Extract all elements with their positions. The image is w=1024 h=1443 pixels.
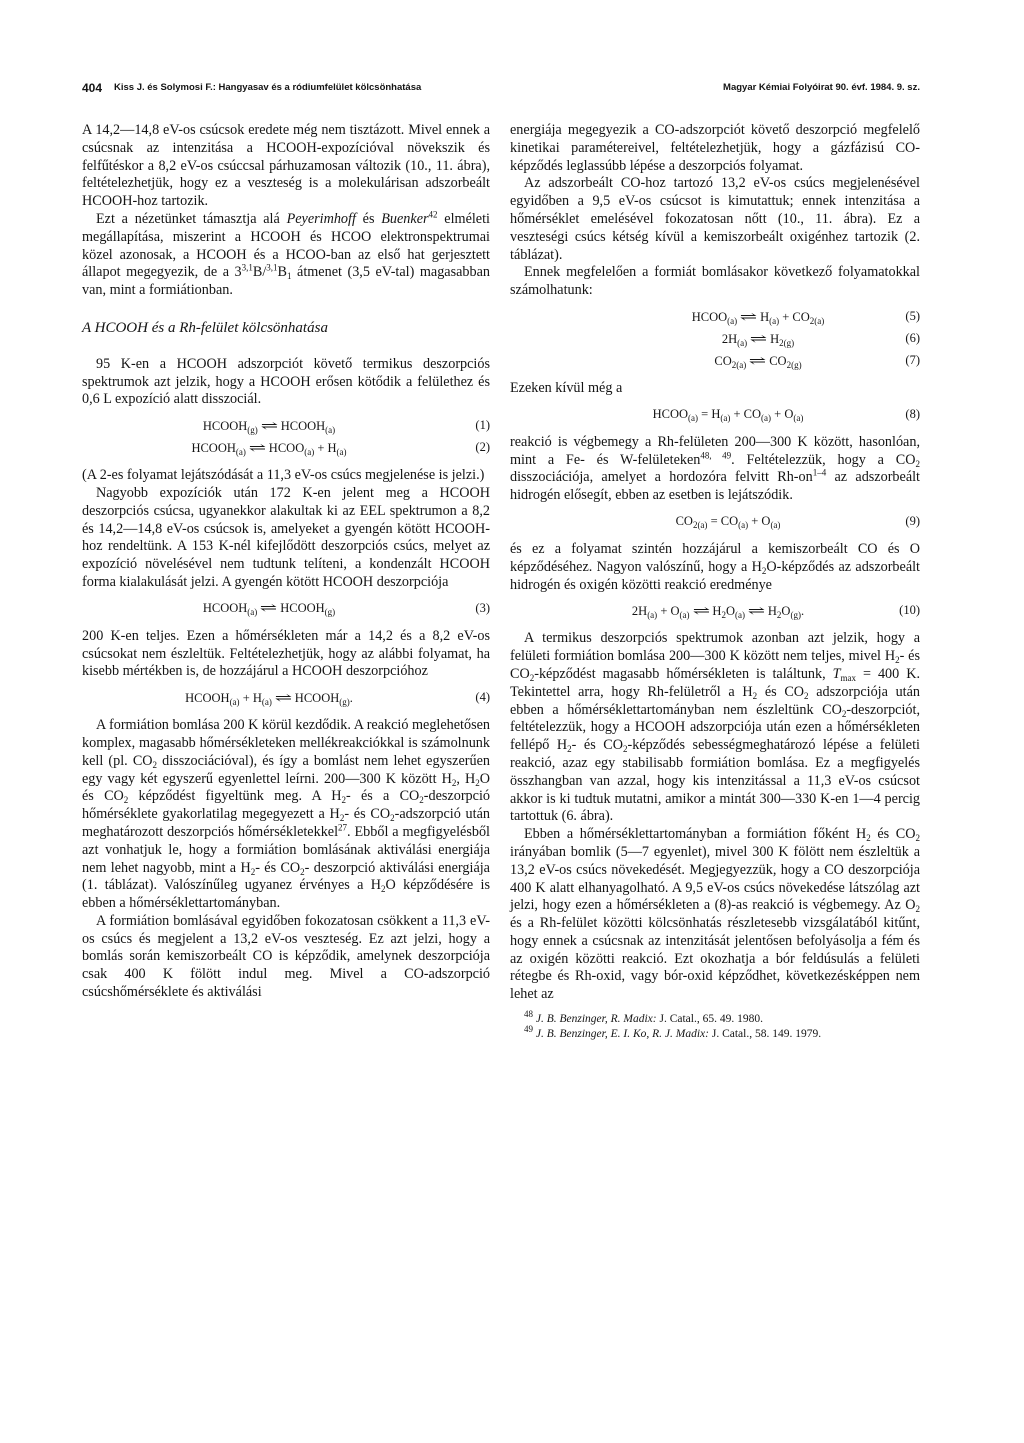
footnote-authors: J. B. Benzinger, E. I. Ko, R. J. Madix: <box>535 1028 709 1041</box>
equation: $HCOOH_{(a)} + H_{(a)}$ ⇌ $HCOOH_{(g)}$. (4) <box>185 689 490 707</box>
equation-number: (7) <box>905 353 920 368</box>
left-column <box>82 122 490 1002</box>
equation: $HCOO_{(a)}$ ⇌ $H_{(a)} + CO_{2(a)}$ (5) <box>691 308 920 326</box>
equation-number: (3) <box>475 600 490 615</box>
paragraph: A 14,2—14,8 eV-os csúcsok eredete még nem tisztázott. Mivel ennek a csúcsnak az intenzitása a HCOOH-expozícióval növekszik és felfűtéskor a 8,2 eV-os csúccsal párhuzamosan változik (10., 11. ábra), feltételezhetjük, hogy ez a veszteség is a molekulárisan adszorbeált HCOOH-hoz tartozik. <box>82 122 490 210</box>
equation: $CO_{2(a)} = CO_{(a)} + O_{(a)}$ (9) <box>675 514 920 531</box>
running-header <box>82 78 920 98</box>
header-journal: Magyar Kémiai Folyóirat 90. évf. 1984. 9. sz. <box>723 82 920 93</box>
footnote-authors: J. B. Benzinger, R. Madix: <box>535 1013 657 1026</box>
footnote: $^{49}$ J. B. Benzinger, E. I. Ko, R. J. Madix: J. Catal., 58. 149. 1979. <box>524 1024 822 1041</box>
right-column <box>510 122 920 1042</box>
paragraph: Ezeken kívül még a <box>510 379 623 396</box>
paragraph: A termikus deszorpciós spektrumok azonban azt jelzik, hogy a felületi formiátion bomlása 200—300 K között nem teljes, mivel $H_2-$ és $CO_2$-képződést magasabb hőmérsékleten is találtunk, $T_{max} = 400$ K. Tekintettel arra, hogy Rh-felületről a $H_2$ és $CO_2$ adszorpciója után ebben a hőmérséklettartományban nem észleltünk $CO_2$-deszorpciót, feltételezzük, hogy a HCOOH adszorpciója után ezen a hőmérsékleten fellépő $H_2-$ és $CO_2$-képződés sebességmeghatározó lépése a felületi reakció, azaz egy stabilisabb formiátion bomlása. Ez a megfigyelés összhangban van azzal, hogy kis intenzitással a 11,3 eV-os csúcsot akkor is ki tudtuk mutatni, amikor a mintát 300—330 K-en 1—4 percig tartottuk (6. ábra). <box>510 630 921 825</box>
paragraph: Ennek megfelelően a formiát bomlásakor következő folyamatokkal számolhatunk: <box>510 264 920 299</box>
equation-group <box>510 404 920 426</box>
equation-number: (1) <box>475 418 490 433</box>
paragraph: 95 K-en a HCOOH adszorpciót követő termikus deszorpciós spektrumok azt jelzik, hogy a HCOOH erősen kötődik a felülethez és 0,6 L expozíció alatt disszociál. <box>82 355 490 408</box>
paragraph: Az adszorbeált CO-hoz tartozó 13,2 eV-os csúcs megjelenésével egyidőben a 9,5 eV-os csúcsot is kimutattuk; ennek intenzitása a hőmérséklet emelésével fokozatosan nőtt (10., 11. ábra). Ez a veszteségi csúcs kétség kívül a kemiszorbeált oxigénhez tartozik (2. táblázat). <box>510 175 920 263</box>
section-title: A HCOOH és a Rh-felület kölcsönhatása <box>82 319 328 336</box>
equation: $HCOOH_{(a)}$ ⇌ $HCOOH_{(g)}$ (3) <box>202 600 490 618</box>
equation-number: (4) <box>475 690 490 705</box>
equation-group <box>82 598 490 620</box>
equation: $2H_{(a)} + O_{(a)}$ ⇌ $H_2O_{(a)}$ ⇌ $H_2O_{(g)}$. (10) <box>631 602 920 620</box>
equation-number: (8) <box>905 406 920 421</box>
paragraph: energiája megegyezik a CO-adszorpciót követő deszorpció megfelelő kinetikai paramétereivel, feltételezhetjük, hogy a gázfázisú CO-képződés leglassúbb lépése a deszorpciós folyamat. <box>510 122 920 174</box>
paragraph: 200 K-en teljes. Ezen a hőmérsékleten már a 14,2 és a 8,2 eV-os csúcsokat nem észleltük. Feltételezhetjük, hogy az alábbi folyamat, ha kisebb mértékben is, de hozzájárul a HCOOH deszorpcióhoz <box>82 627 490 680</box>
paragraph: Ebben a hőmérséklettartományban a formiátion főként $H_2$ és $CO_2$ irányában bomlik (5—7 egyenlet), mivel 300 K fölött nem észleltük a 13,2 eV-os csúcs növekedését. Megjegyezzük, hogy a CO deszorpciója 400 K alatt elhanyagolható. A 9,5 eV-os csúcs növekedése látszólag azt jelzi, hogy ezen a hőmérsékleten a (8)-as reakció is végbemegy. Az $O_2$ és a Rh-felület közötti kölcsönhatás részletesebb vizsgálatából kitűnt, hogy ennek a csúcsnak az intenzitását jelentősen befolyásolja a fém és az oxigén közötti reakció. Ezt okozhatja a bór feldúsulás a felületi rétegbe és Rh-oxid, vagy bór-oxid képződhet, következésképpen nem lehet az <box>510 826 921 1003</box>
paragraph: Ezt a nézetünket támasztja alá Peyerimhoff és Buenker$^{42}$ elméleti megállapítása, miszerint a HCOOH és HCOO elektronspektrumai közel azonosak, a HCOOH és a HCOO-ban az első hat gerjesztett állapot megegyezik, de a $3^{3,1}B/^{3,1}B_1$ átmenet (3,5 eV-tal) magasabban van, mint a formiátionban. <box>82 209 490 299</box>
equation: $CO_{2(a)}$ ⇌ $CO_{2(g)}$ (7) <box>714 352 920 370</box>
equation: $HCOO_{(a)} = H_{(a)} + CO_{(a)} + O_{(a)}$ (8) <box>652 406 920 423</box>
footnote-reference: J. Catal., 58. 149. 1979. <box>711 1028 822 1041</box>
equation-group <box>82 415 490 459</box>
equation-number: (6) <box>905 331 920 346</box>
paragraph: és ez a folyamat szintén hozzájárul a kemiszorbeált CO és O képződéséhez. Nagyon valószínű, hogy a $H_2O$-képződés az adszorbeált hidrogén és oxigén közötti reakció eredménye <box>510 540 920 593</box>
header-authors-title: Kiss J. és Solymosi F.: Hangyasav és a ródiumfelület kölcsönhatása <box>114 82 422 93</box>
equation-group <box>510 511 920 533</box>
equation: $HCOOH_{(g)}$ ⇌ $HCOOH_{(a)}$ (1) <box>202 417 490 435</box>
equation-number: (9) <box>905 514 920 529</box>
page-number: 404 <box>82 81 103 95</box>
equation-group <box>510 306 920 372</box>
paragraph: (A 2-es folyamat lejátszódását a 11,3 eV-os csúcs megjelenése is jelzi.) <box>82 467 485 484</box>
paragraph: A formiátion bomlása 200 K körül kezdődik. A reakció meglehetősen komplex, magasabb hőmérsékleteken mellékreakciókkal is számolnunk kell (pl. $CO_2$ disszociációval), és így a bomlást nem lehet egyszerűen egy vagy két egyszerű egyenlettel leírni. 200—300 K között $H_2$, $H_2O$ és $CO_2$ képződést figyeltünk meg. A $H_2-$ és a $CO_2$-deszorpció hőmérséklete gyakorlatilag megegyezett a $H_2-$ és $CO_2$-adszorpció után meghatározott deszorpciós hőmérsékletekkel$^{27}$. Ebből a megfigyelésből azt vonhatjuk le, hogy a formiátion bomlásának aktiválási energiája nem lehet nagyobb, mint a $H_2-$ és $CO_2-$ deszorpció aktiválási energiája (1. táblázat). Valószínűleg ugyanez érvényes a $H_2O$ képződésére is ebben a hőmérséklettartományban. <box>82 717 491 912</box>
equation: $2H_{(a)}$ ⇌ $H_{2(g)}$ (6) <box>721 330 920 348</box>
equation-number: (5) <box>905 309 920 324</box>
equation-group <box>510 600 920 622</box>
paragraph: A formiátion bomlásával egyidőben fokozatosan csökkent a 11,3 eV-os csúcs és megjelent a 13,2 eV-os veszteség. Ez azt jelzi, hogy a bomlás során kemiszorbeált CO is képződik, amelynek deszorpciója csak 400 K fölött indul meg. Mivel a CO-adszorpció csúcshőmérséklete és aktiválási <box>82 912 490 1001</box>
paragraph: Nagyobb expozíciók után 172 K-en jelent meg a HCOOH deszorpciós csúcsa, ugyanekkor alakultak ki az EEL spektrumon a 8,2 és 14,2—14,8 eV-os csúcsok is, amelyeket a gyengén kötött HCOOH-hoz rendeltünk. A 153 K-nél kifejlődött deszorpciós csúcs, melyet az expozíció növelésével nem tudtunk telíteni, a kondenzált HCOOH forma kialakulását jelzi. A gyengén kötött HCOOH deszorpciója <box>82 484 490 590</box>
footnotes <box>510 1009 920 1042</box>
equation-number: (10) <box>899 603 920 618</box>
paragraph: reakció is végbemegy a Rh-felületen 200—300 K között, hasonlóan, mint a Fe- és W-felületeken$^{48, 49}$. Feltételezzük, hogy a $CO_2$ disszociációja, amelyet a hordozóra felvitt $Rh-on^{1-4}$ az adszorbeált hidrogén elősegít, ebben az esetben is lejátszódik. <box>510 433 921 504</box>
equation-group <box>82 687 490 709</box>
footnote: $^{48}$ J. B. Benzinger, R. Madix: J. Catal., 65. 49. 1980. <box>524 1009 763 1026</box>
equation: $HCOOH_{(a)}$ ⇌ $HCOO_{(a)} + H_{(a)}$ (2) <box>191 439 490 457</box>
equation-number: (2) <box>475 440 490 455</box>
footnote-reference: J. Catal., 65. 49. 1980. <box>659 1013 763 1026</box>
